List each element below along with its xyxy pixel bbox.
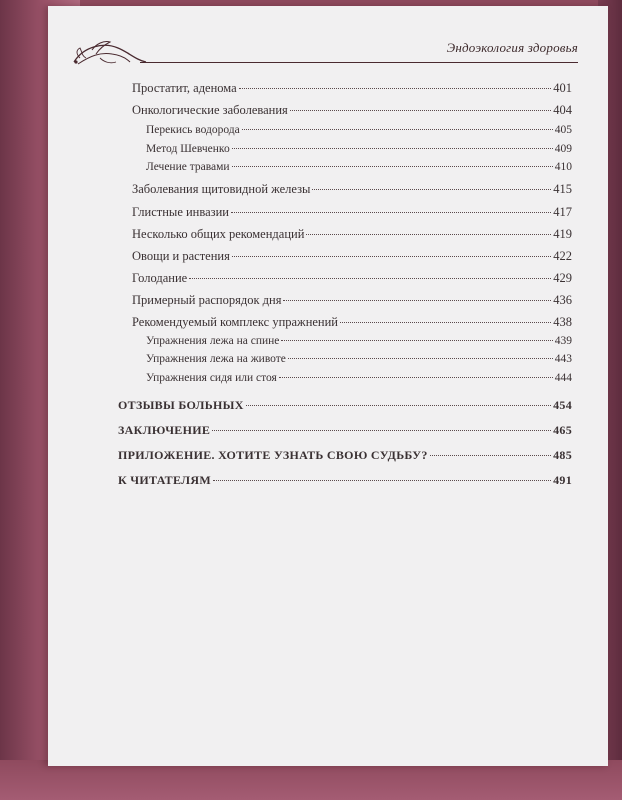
leader-dots: [232, 166, 553, 167]
toc-subentry[interactable]: [146, 372, 572, 384]
toc-entry-page: 422: [553, 249, 572, 263]
leader-dots: [430, 455, 551, 456]
toc-entry-page: 404: [553, 103, 572, 117]
toc-entry-label: Лечение травами: [146, 161, 230, 173]
leader-dots: [312, 189, 551, 190]
toc-entry-page: 410: [554, 161, 572, 173]
toc-entry-page: 436: [553, 293, 572, 307]
toc-entry-page: 415: [553, 182, 572, 196]
toc-subentry[interactable]: [146, 353, 572, 365]
toc-entry[interactable]: [132, 182, 572, 197]
toc-entry-label: ПРИЛОЖЕНИЕ. ХОТИТЕ УЗНАТЬ СВОЮ СУДЬБУ?: [118, 448, 428, 462]
leader-dots: [306, 234, 551, 235]
leader-dots: [340, 322, 551, 323]
toc-subentry[interactable]: [146, 161, 572, 173]
toc-entry-label: Онкологические заболевания: [132, 103, 288, 117]
leader-dots: [239, 88, 552, 89]
header-title: Эндоэкология здоровья: [446, 40, 578, 55]
toc-entry-page: 405: [554, 124, 572, 136]
toc-entry[interactable]: [132, 81, 572, 96]
toc-entry-label: Примерный распорядок дня: [132, 293, 282, 307]
toc-entry-page: 419: [553, 227, 572, 241]
leader-dots: [281, 340, 552, 341]
toc-entry[interactable]: [132, 205, 572, 220]
toc-entry-label: Овощи и растения: [132, 249, 230, 263]
toc-entry-label: Упражнения лежа на спине: [146, 335, 280, 347]
toc-entry[interactable]: [132, 271, 572, 286]
toc-entry-page: 485: [553, 448, 572, 462]
leader-dots: [242, 129, 553, 130]
toc-entry[interactable]: [132, 315, 572, 330]
leader-dots: [231, 212, 551, 213]
toc-entry-label: Несколько общих рекомендаций: [132, 227, 305, 241]
toc-entry-page: 465: [553, 423, 572, 437]
toc-entry-page: 438: [553, 315, 572, 329]
leader-dots: [189, 278, 551, 279]
toc-entry-label: ЗАКЛЮЧЕНИЕ: [118, 423, 211, 437]
toc-entry-page: 443: [554, 353, 572, 365]
toc-entry[interactable]: [132, 227, 572, 242]
toc-entry-label: Метод Шевченко: [146, 143, 230, 155]
toc-entry-label: Перекись водорода: [146, 124, 240, 136]
toc-section[interactable]: [118, 448, 572, 463]
toc-section[interactable]: [118, 398, 572, 413]
leader-dots: [279, 377, 553, 378]
toc-entry[interactable]: [132, 103, 572, 118]
leader-dots: [288, 358, 553, 359]
toc-subentry[interactable]: [146, 143, 572, 155]
leader-dots: [246, 405, 551, 406]
toc-entry[interactable]: [132, 293, 572, 308]
toc-entry-label: Глистные инвазии: [132, 205, 229, 219]
toc-entry-label: Упражнения сидя или стоя: [146, 372, 277, 384]
leader-dots: [283, 300, 551, 301]
leader-dots: [212, 430, 551, 431]
toc-entry-label: Голодание: [132, 271, 188, 285]
leader-dots: [290, 110, 551, 111]
toc-entry-page: 491: [553, 473, 572, 487]
toc-subentry[interactable]: [146, 124, 572, 136]
leader-dots: [232, 148, 553, 149]
toc-entry-label: К ЧИТАТЕЛЯМ: [118, 473, 211, 487]
toc-entry-label: Упражнения лежа на животе: [146, 353, 286, 365]
toc-entry-page: 444: [554, 372, 572, 384]
toc-entry-page: 417: [553, 205, 572, 219]
toc-entry-page: 429: [553, 271, 572, 285]
toc-entry-page: 409: [554, 143, 572, 155]
toc-entry-label: Простатит, аденома: [132, 81, 237, 95]
toc-entry-label: Рекомендуемый комплекс упражнений: [132, 315, 338, 329]
toc-section[interactable]: [118, 473, 572, 488]
leader-dots: [232, 256, 551, 257]
toc-entry[interactable]: [132, 249, 572, 264]
leader-dots: [213, 480, 551, 481]
toc-entry-page: 439: [554, 335, 572, 347]
toc-subentry[interactable]: [146, 335, 572, 347]
toc-entry-page: 401: [553, 81, 572, 95]
toc-entry-label: ОТЗЫВЫ БОЛЬНЫХ: [118, 398, 244, 412]
toc-entry-page: 454: [553, 398, 572, 412]
toc-section[interactable]: [118, 423, 572, 438]
toc-entry-label: Заболевания щитовидной железы: [132, 182, 311, 196]
